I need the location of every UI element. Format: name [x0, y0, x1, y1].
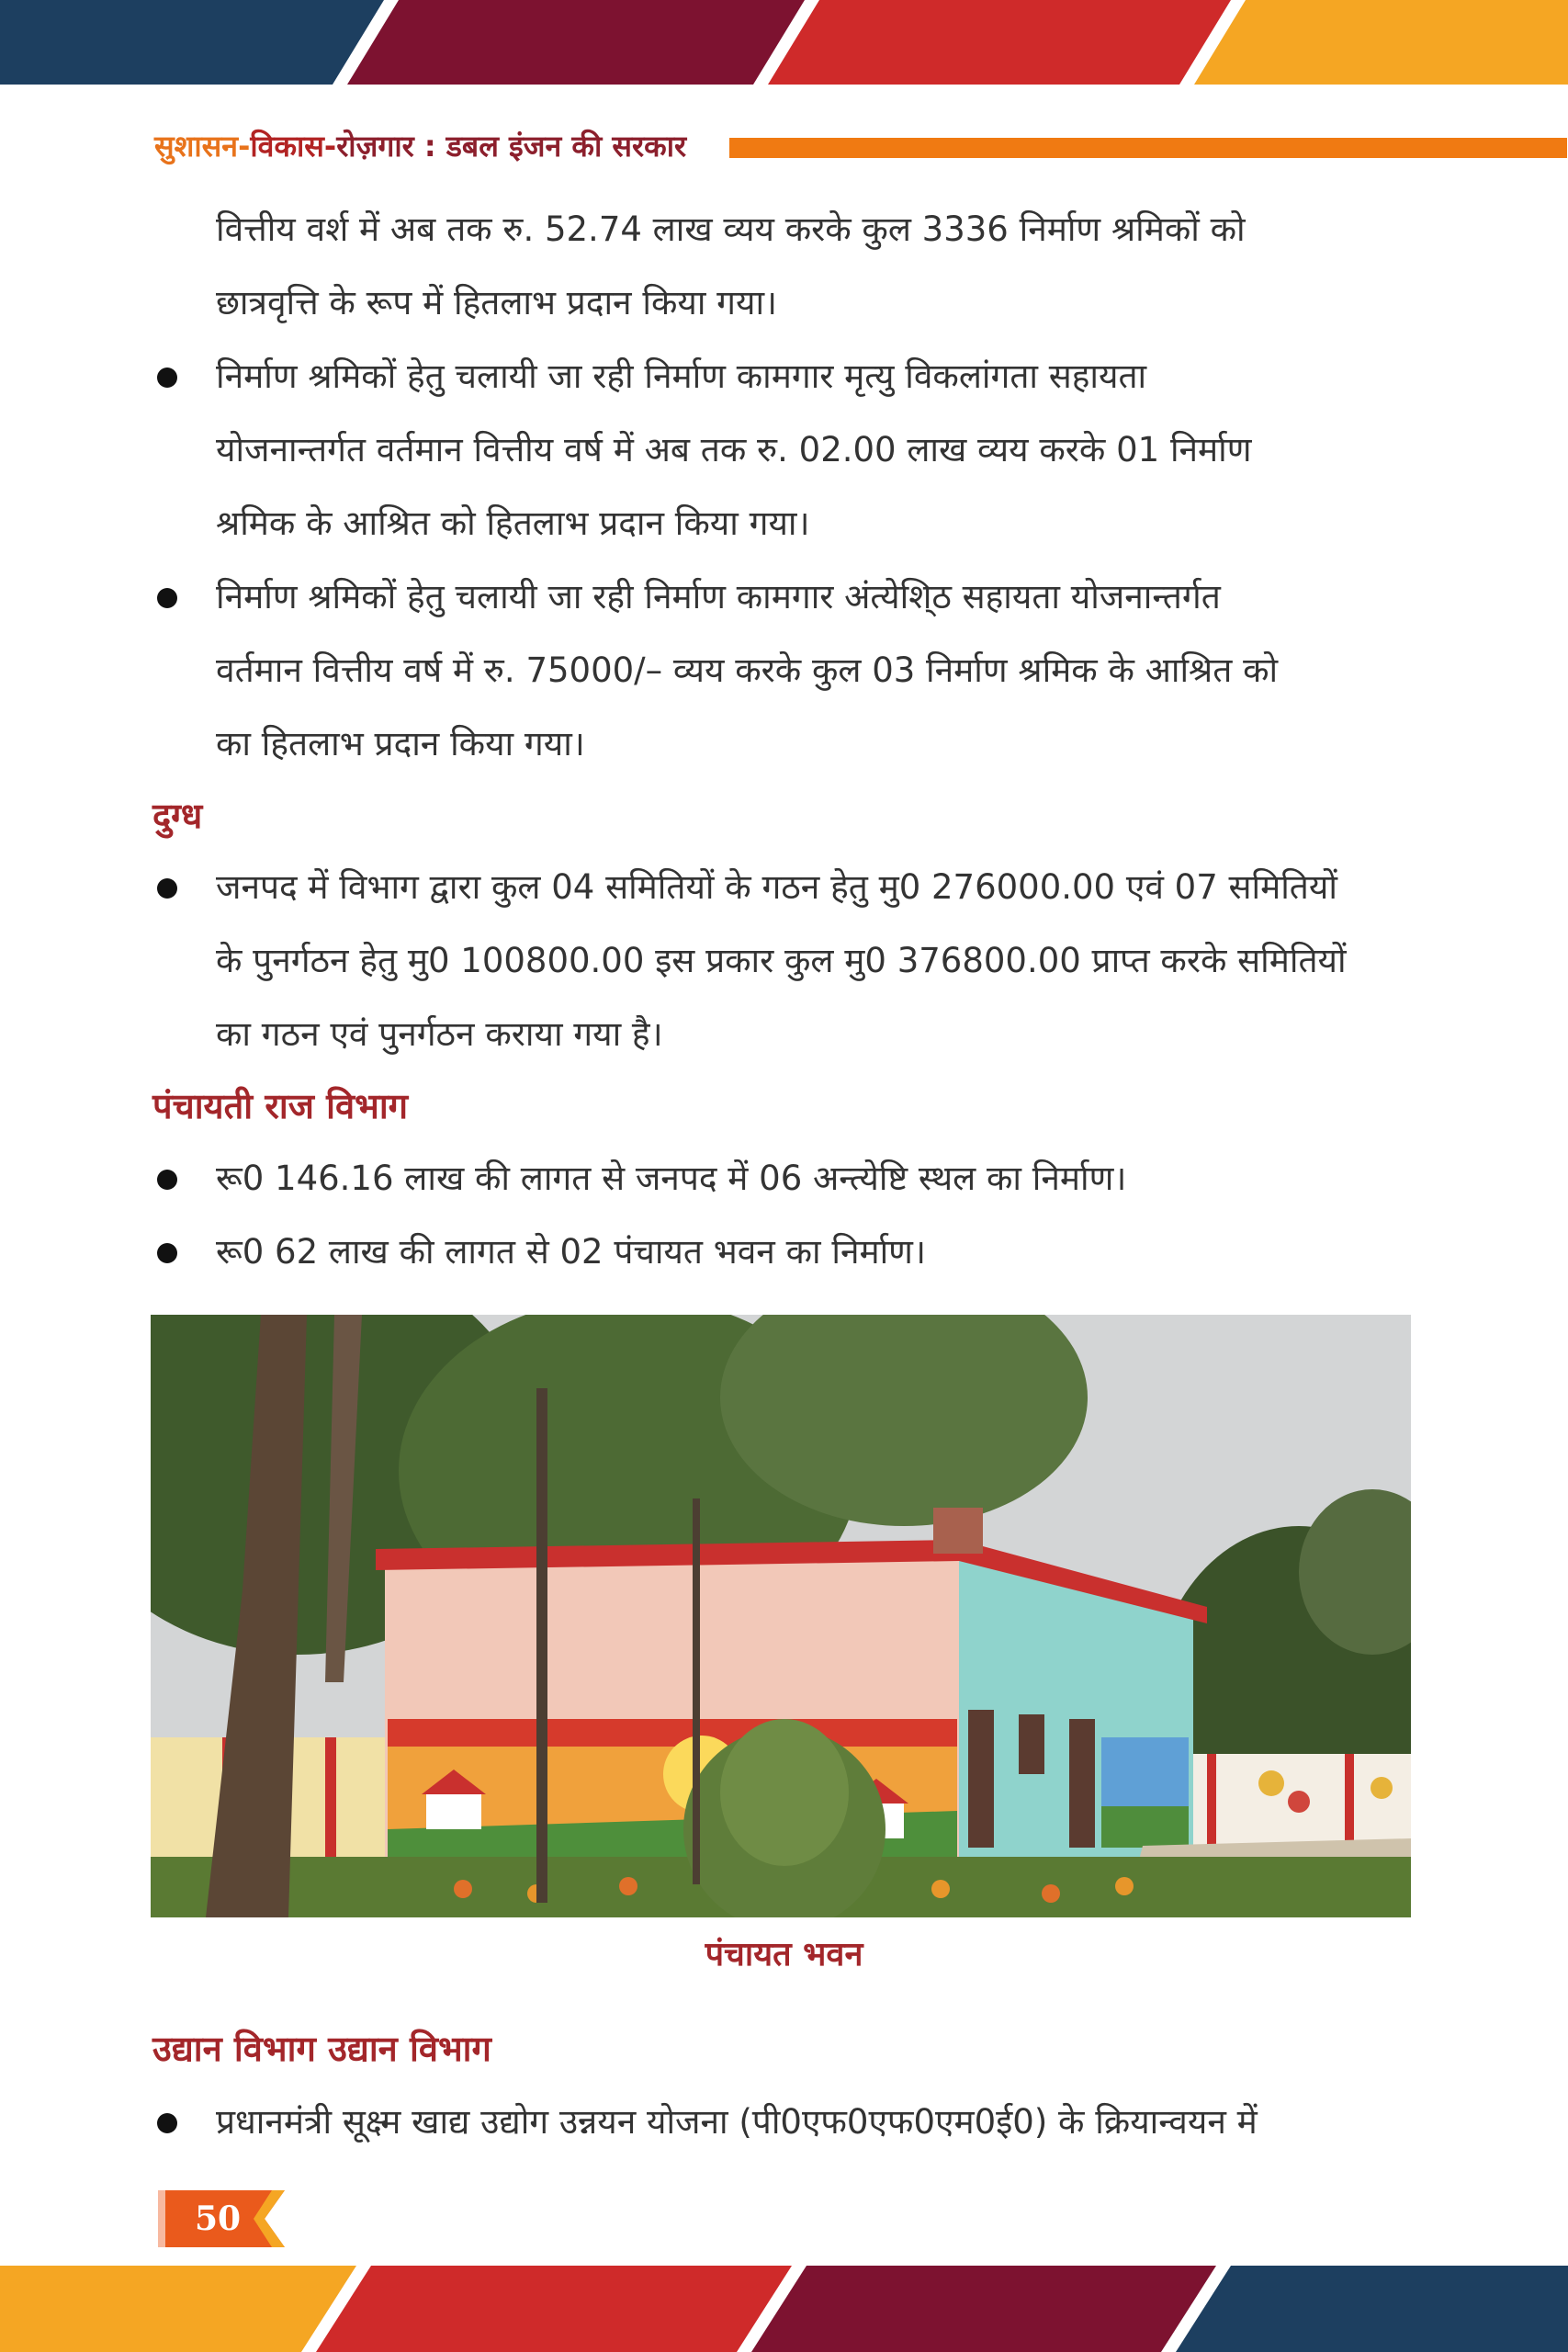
bullet-line: वर्तमान वित्तीय वर्ष में रु. 75000/– व्यय करके कुल 03 निर्माण श्रमिक के आश्रित को: [216, 650, 1279, 690]
bullet-icon: [157, 588, 177, 608]
bullet-line: रू0 62 लाख की लागत से 02 पंचायत भवन का निर्माण।: [216, 1232, 926, 1272]
bullet-icon: [157, 368, 177, 388]
bottom-band-red: [312, 2266, 803, 2352]
header-title: [154, 125, 686, 167]
top-band-maroon: [344, 0, 816, 85]
top-band-amber: [1190, 0, 1568, 85]
page-header: [154, 125, 1415, 167]
bullet-line: प्रधानमंत्री सूक्ष्म खाद्य उद्योग उन्नयन योजना (पी0एफ0एफ0एम0ई0) के क्रियान्वयन में: [216, 2102, 1258, 2142]
bullet-line: का गठन एवं पुनर्गठन कराया गया है।: [216, 1014, 663, 1054]
paragraph-line: छात्रवृत्ति के रूप में हितलाभ प्रदान किया गया।: [216, 283, 778, 322]
header-title-part2: विकास-: [250, 129, 337, 164]
bullet-icon: [157, 878, 177, 899]
bullet-icon: [157, 1170, 177, 1190]
top-band-red: [764, 0, 1242, 85]
panchayat-bhawan-photo: [151, 1315, 1411, 1917]
page-number-tab: [158, 2190, 287, 2247]
top-band-navy: [0, 0, 395, 85]
bullet-line: के पुनर्गठन हेतु मु0 100800.00 इस प्रकार कुल मु0 376800.00 प्राप्त करके समितियों: [216, 941, 1347, 980]
paragraph-line: वित्तीय वर्श में अब तक रु. 52.74 लाख व्यय करके कुल 3336 निर्माण श्रमिकों को: [216, 209, 1246, 249]
bullet-line: निर्माण श्रमिकों हेतु चलायी जा रही निर्माण कामगार अंत्येशि्ठ सहायता योजनान्तर्गत: [216, 577, 1221, 616]
bullet-line: योजनान्तर्गत वर्तमान वित्तीय वर्ष में अब तक रु. 02.00 लाख व्यय करके 01 निर्माण: [216, 430, 1252, 469]
bullet-icon: [157, 2113, 177, 2133]
bullet-line: निर्माण श्रमिकों हेतु चलायी जा रही निर्माण कामगार मृत्यु विकलांगता सहायता: [216, 356, 1147, 396]
header-rule: [729, 138, 1567, 158]
bottom-band-maroon: [748, 2266, 1227, 2352]
page-number: 50: [194, 2199, 242, 2238]
section-heading-panchayat: पंचायती राज विभाग: [152, 1086, 409, 1126]
top-decorative-band: [0, 0, 1568, 85]
bottom-decorative-band: [0, 2266, 1568, 2352]
bullet-line: श्रमिक के आश्रित को हितलाभ प्रदान किया गया।: [216, 503, 810, 543]
bullet-line: रू0 146.16 लाख की लागत से जनपद में 06 अन्त्येष्टि स्थल का निर्माण।: [216, 1159, 1127, 1198]
bottom-band-navy: [1172, 2266, 1568, 2352]
bullet-line: जनपद में विभाग द्वारा कुल 04 समितियों के गठन हेतु मु0 276000.00 एवं 07 समितियों: [216, 867, 1337, 907]
bullet-line: का हितलाभ प्रदान किया गया।: [216, 724, 585, 763]
header-title-part1: सुशासन-: [154, 129, 251, 164]
bullet-icon: [157, 1243, 177, 1263]
header-title-part3: रोज़गार : डबल इंजन की सरकार: [336, 129, 687, 164]
section-heading-udyan: उद्यान विभाग उद्यान विभाग: [152, 2029, 491, 2069]
section-heading-dugdh: दुग्ध: [152, 796, 203, 836]
photo-caption: पंचायत भवन: [705, 1936, 863, 1973]
